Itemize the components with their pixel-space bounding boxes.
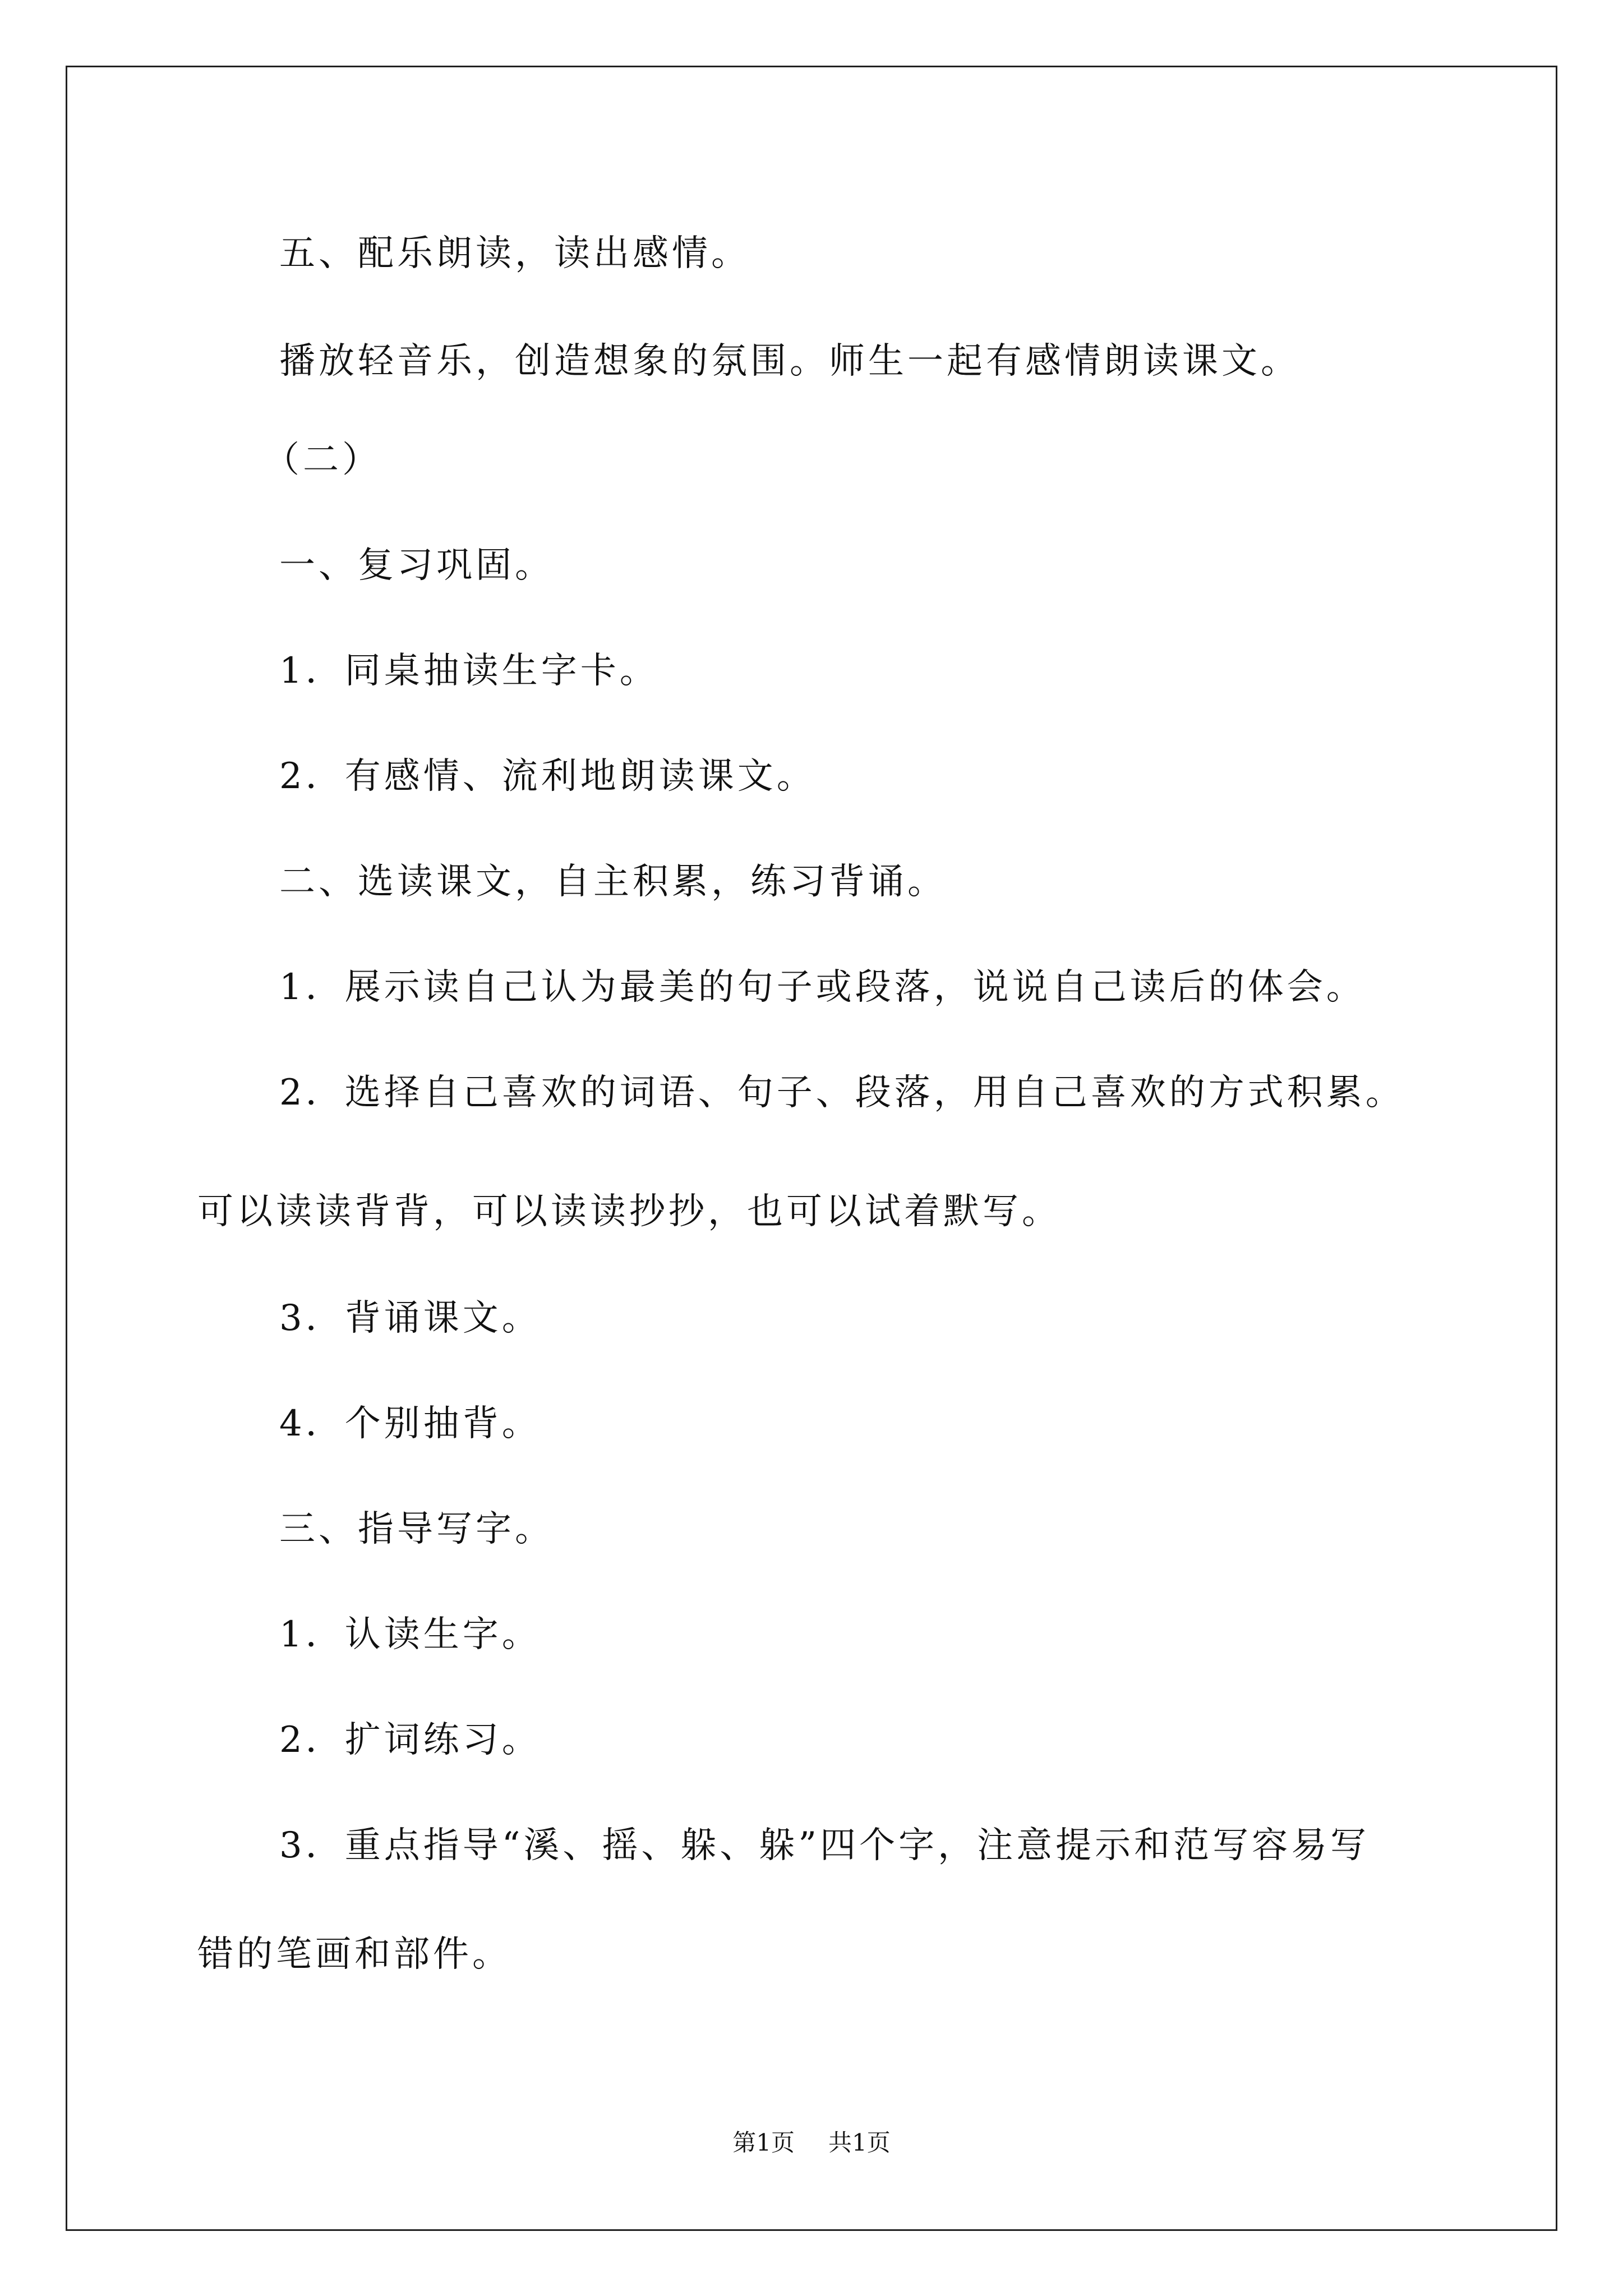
paragraph-line: 1．同桌抽读生字卡。 — [279, 650, 659, 692]
page-number: 第1页 — [732, 2129, 795, 2156]
paragraph-line: 1．展示读自己认为最美的句子或段落，说说自己读后的体会。 — [279, 967, 1366, 1008]
paragraph-line: 3．背诵课文。 — [279, 1297, 541, 1339]
paragraph-line: 2．扩词练习。 — [279, 1719, 541, 1761]
page-total: 共1页 — [828, 2129, 891, 2156]
paragraph-line: 2．选择自己喜欢的词语、句子、段落，用自己喜欢的方式积累。 — [279, 1072, 1405, 1114]
paragraph-line: 4．个别抽背。 — [279, 1403, 541, 1444]
paragraph-line: 错的笔画和部件。 — [197, 1934, 511, 1975]
paragraph-line: 播放轻音乐，创造想象的氛围。师生一起有感情朗读课文。 — [279, 341, 1300, 382]
paragraph-line: 二、选读课文，自主积累，练习背诵。 — [279, 861, 947, 903]
paragraph-line: 3．重点指导“溪、摇、躲、躲”四个字，注意提示和范写容易写 — [279, 1825, 1370, 1866]
page-border — [66, 66, 1557, 2231]
paragraph-line: 一、复习巩固。 — [279, 545, 554, 586]
section-heading: （二） — [264, 439, 381, 481]
paragraph-line: 1．认读生字。 — [279, 1614, 541, 1655]
paragraph-line: 三、指导写字。 — [279, 1508, 554, 1550]
page-footer — [0, 2126, 1623, 2160]
paragraph-line: 可以读读背背，可以读读抄抄，也可以试着默写。 — [197, 1191, 1061, 1232]
paragraph-line: 2．有感情、流利地朗读课文。 — [279, 756, 816, 797]
paragraph-line: 五、配乐朗读，读出感情。 — [279, 233, 750, 274]
